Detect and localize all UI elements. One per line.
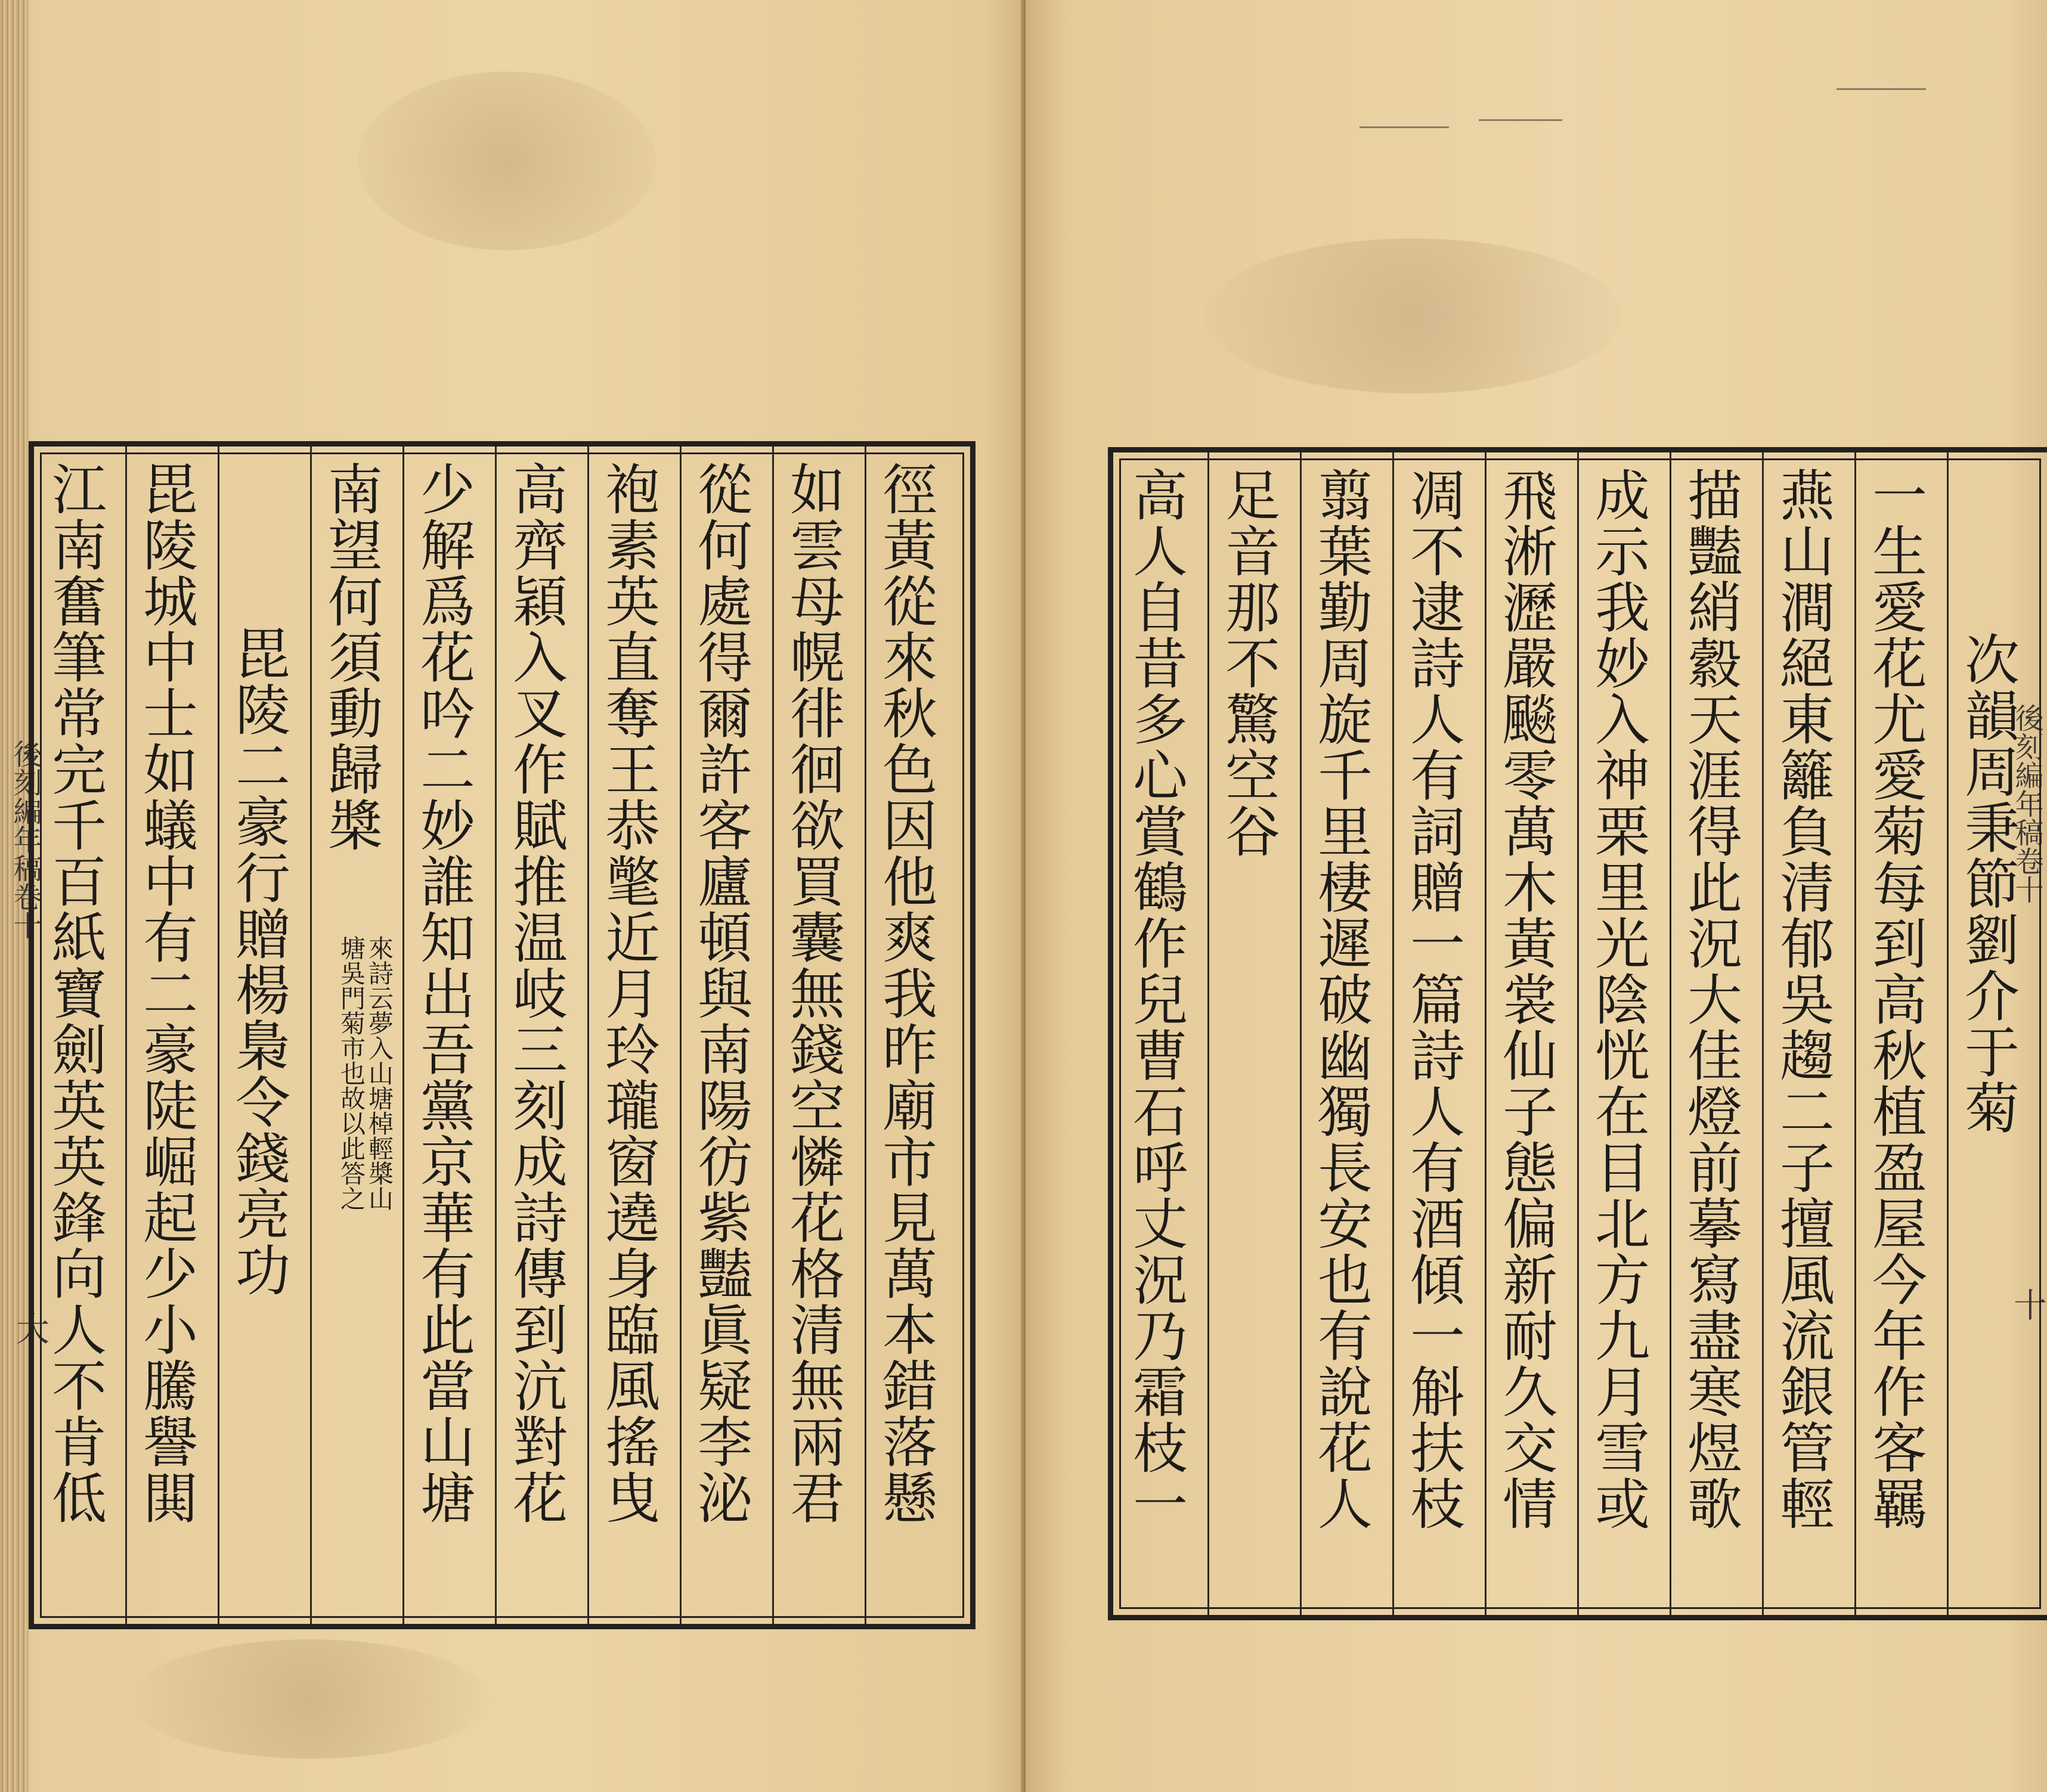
column-rule	[1947, 452, 1949, 1615]
left-column-6: 少解爲花吟二妙誰知出吾黨京華有此當山塘	[411, 461, 475, 1526]
column-rule	[1392, 452, 1394, 1615]
left-column-5: 高齊穎入叉作賦推温岐三刻成詩傳到沆對花	[504, 461, 568, 1526]
left-column-7: 南望何須動歸槳	[319, 461, 383, 853]
paper-mark	[1479, 119, 1562, 121]
left-margin-title: 後刻編年稿卷十	[8, 739, 42, 940]
left-column-2: 如雲母幌徘徊欲買囊無錢空憐花格清無兩君	[781, 461, 845, 1526]
column-rule	[1485, 452, 1487, 1615]
left-column-4: 袍素英直奪王恭氅近月玲瓏窗遶身臨風搖曳	[596, 461, 660, 1526]
right-column-3: 燕山澗絕東籬負清郁吳趨二子擅風流銀管輕	[1771, 467, 1835, 1531]
column-rule	[1207, 452, 1209, 1615]
right-column-8: 翦葉勤周旋千里棲遲破幽獨長安也有說花人	[1309, 467, 1373, 1531]
right-column-7: 凋不逮詩人有詞贈一篇詩人有酒傾一斛扶枝	[1401, 467, 1465, 1531]
left-annotation-line-2: 塘吳門菊市也故以此答之	[337, 935, 366, 1211]
left-margin-folio: 大	[11, 1312, 49, 1345]
paper-mark	[1837, 88, 1926, 90]
paper-stain	[1204, 238, 1622, 393]
right-margin-folio: 十	[2008, 1288, 2047, 1321]
column-rule	[125, 447, 127, 1624]
left-annotation-line-1: 來詩云夢入山塘棹輕槳山	[365, 935, 394, 1211]
left-column-9: 毘陵城中士如蟻中有二豪陡崛起少小騰譽閧	[134, 461, 198, 1526]
column-rule	[1762, 452, 1764, 1615]
right-column-9: 足音那不驚空谷	[1216, 467, 1280, 859]
paper-stain	[131, 1639, 489, 1759]
column-rule	[495, 447, 497, 1624]
right-column-4: 描豔綃縠天涯得此況大佳燈前摹寫盡寒煜歌	[1679, 467, 1742, 1531]
column-rule	[1577, 452, 1579, 1615]
column-rule	[772, 447, 774, 1624]
right-margin-title: 後刻編年稿卷十	[2010, 703, 2043, 904]
column-rule	[865, 447, 866, 1624]
right-text-frame	[1108, 447, 2047, 1620]
column-rule	[680, 447, 682, 1624]
paper-stain	[358, 72, 656, 250]
left-column-8: 毘陵二豪行贈楊梟令錢亮功	[227, 625, 290, 1298]
column-rule	[1854, 452, 1856, 1615]
column-rule	[402, 447, 404, 1624]
column-rule	[1300, 452, 1302, 1615]
right-column-10: 高人自昔多心賞鶴作兒曹石呼丈況乃霜枝一	[1124, 467, 1188, 1531]
left-column-3: 從何處得爾許客廬頓與南陽彷紫豔眞疑李泌	[689, 461, 752, 1526]
right-column-1: 次韻周秉節劉介于菊	[1956, 631, 2020, 1136]
right-column-2: 一生愛花尤愛菊每到高秋植盈屋今年作客羈	[1863, 467, 1927, 1531]
column-rule	[587, 447, 589, 1624]
left-column-1: 徑黃從來秋色因他爽我昨廟市見萬本錯落懸	[874, 461, 937, 1526]
column-rule	[1670, 452, 1671, 1615]
left-column-10: 江南奮筆常完千百紙寶劍英英鋒向人不肯低	[43, 461, 107, 1526]
column-rule	[218, 447, 219, 1624]
left-text-frame	[29, 441, 976, 1629]
paper-mark	[1359, 126, 1449, 128]
right-column-5: 成示我妙入神栗里光陰恍在目北方九月雪或	[1586, 467, 1650, 1531]
right-column-6: 飛淅瀝嚴飈零萬木黃裳仙子態偏新耐久交情	[1494, 467, 1557, 1531]
column-rule	[310, 447, 312, 1624]
